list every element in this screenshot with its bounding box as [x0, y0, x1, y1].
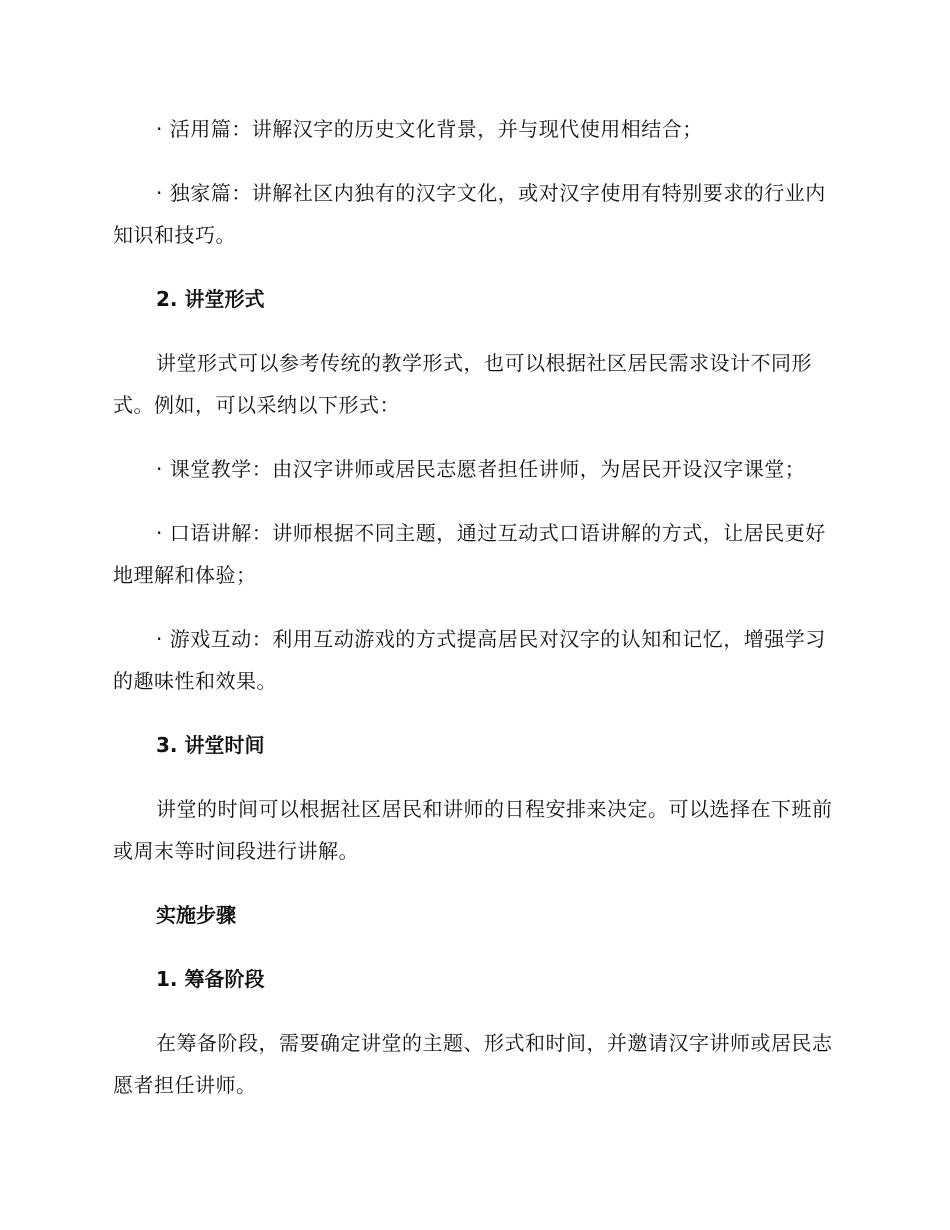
paragraph-prep: 在筹备阶段，需要确定讲堂的主题、形式和时间，并邀请汉字讲师或居民志愿者担任讲师。 [113, 1031, 833, 1097]
paragraph-time: 讲堂的时间可以根据社区居民和讲师的日程安排来决定。可以选择在下班前或周末等时间段进行讲解。 [113, 797, 833, 863]
section-heading-steps: 实施步骤 [156, 903, 236, 927]
section-heading-time: 3. 讲堂时间 [156, 733, 265, 757]
bullet-game: · 游戏互动：利用互动游戏的方式提高居民对汉字的认知和记忆，增强学习的趣味性和效果。 [113, 627, 826, 693]
document-body [113, 108, 833, 1128]
bullet-oral: · 口语讲解：讲师根据不同主题，通过互动式口语讲解的方式，让居民更好地理解和体验； [113, 521, 826, 587]
bullet-classroom: · 课堂教学：由汉字讲师或居民志愿者担任讲师，为居民开设汉字课堂； [156, 457, 806, 481]
bullet-dujia: · 独家篇：讲解社区内独有的汉字文化，或对汉字使用有特别要求的行业内知识和技巧。 [113, 181, 826, 247]
bullet-huoyong: · 活用篇：讲解汉字的历史文化背景，并与现代使用相结合； [156, 117, 703, 141]
section-heading-prep: 1. 筹备阶段 [156, 967, 265, 991]
section-heading-form: 2. 讲堂形式 [156, 287, 265, 311]
paragraph-form-intro: 讲堂形式可以参考传统的教学形式，也可以根据社区居民需求设计不同形式。例如，可以采纳以下形式： [113, 351, 812, 417]
